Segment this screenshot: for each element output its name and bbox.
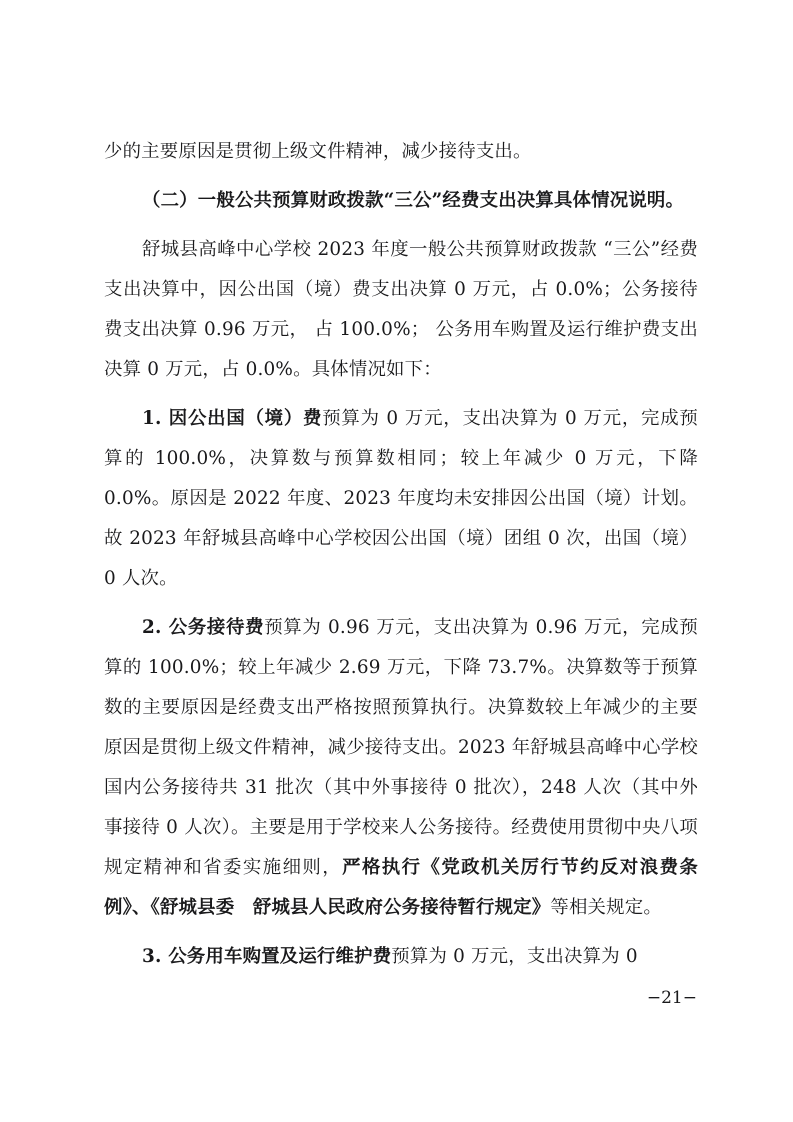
paragraph-item-1	[104, 399, 698, 599]
item-3-lead: 3. 公务用车购置及运行维护费	[142, 946, 392, 967]
item-3-text: 预算为 0 万元，支出决算为 0	[391, 946, 638, 967]
item-2-regulations: 严格执行《党政机关厉行节约反对浪费条例》、《舒城县委 舒城县人民政府公务接待暂行规定》	[104, 857, 699, 918]
item-2-text: 预算为 0.96 万元，支出决算为 0.96 万元，完成预算的 100.0%；较上年减少 2.69 万元，下降 73.7%。决算数等于预算数的主要原因是经费支出严格按照预算执行。决算数较上年减少的主要原因是贯彻上级文件精神，减少接待支出。2023 年舒城县高峰中心学校国内公务接待共 31 批次（其中外事接待 0 批次），248 人次（其中外事接待 0 人次）。主要是用于学校来人公务接待。经费使用贯彻中央八项规定精神和省委实施细则，	[104, 617, 698, 878]
paragraph-overview: 舒城县高峰中心学校 2023 年度一般公共预算财政拨款 “三公”经费支出决算中，因公出国（境）费支出决算 0 万元，占 0.0%；公务接待费支出决算 0.96 万元， 占 100.0%； 公务用车购置及运行维护费支出决算 0 万元，占 0.0%。具体情况如下：	[104, 239, 698, 380]
paragraph-section-heading: （二）一般公共预算财政拨款“三公”经费支出决算具体情况说明。	[142, 190, 685, 211]
item-1-lead: 1. 因公出国（境）费	[142, 408, 323, 429]
document-body	[104, 132, 698, 986]
paragraph-item-2	[104, 608, 698, 928]
paragraph-continued: 少的主要原因是贯彻上级文件精神，减少接待支出。	[104, 141, 532, 162]
item-2-tail: 等相关规定。	[550, 897, 662, 918]
page-number: −21−	[646, 988, 697, 1008]
paragraph-item-3	[104, 937, 698, 977]
item-2-lead: 2. 公务接待费	[142, 617, 265, 638]
item-1-text: 预算为 0 万元，支出决算为 0 万元，完成预算的 100.0%，决算数与预算数相同；较上年减少 0 万元，下降 0.0%。原因是 2022 年度、2023 年度均未安排因公出国（境）计划。故 2023 年舒城县高峰中心学校因公出国（境）团组 0 次，出国（境）0 人次。	[104, 408, 698, 589]
